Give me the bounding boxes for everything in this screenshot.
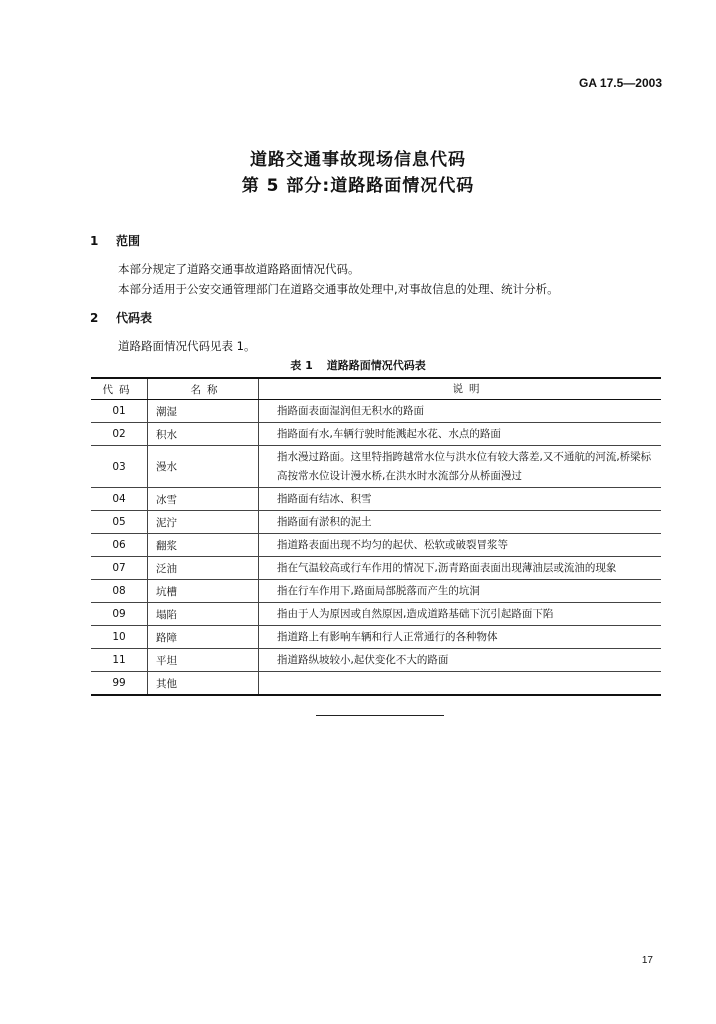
cell-name: 潮湿 — [148, 400, 259, 423]
cell-code: 09 — [91, 603, 148, 626]
table-row — [91, 423, 661, 446]
table-row — [91, 626, 661, 649]
section-1-heading — [90, 232, 140, 249]
cell-code: 08 — [91, 580, 148, 603]
cell-desc: 指道路表面出现不均匀的起伏、松软或破裂冒浆等 — [259, 534, 662, 557]
cell-desc: 指路面表面湿润但无积水的路面 — [259, 400, 662, 423]
table-row — [91, 603, 661, 626]
cell-name: 积水 — [148, 423, 259, 446]
cell-code: 03 — [91, 446, 148, 488]
cell-name: 路障 — [148, 626, 259, 649]
cell-desc: 指路面有淤积的泥土 — [259, 511, 662, 534]
table-caption-title: 道路路面情况代码表 — [326, 359, 426, 372]
document-subtitle: 第 5 部分:道路路面情况代码 — [241, 176, 475, 196]
table-row — [91, 534, 661, 557]
cell-name: 翻浆 — [148, 534, 259, 557]
cell-name: 坑槽 — [148, 580, 259, 603]
cell-name: 平坦 — [148, 649, 259, 672]
table-row — [91, 400, 661, 423]
table-row — [91, 557, 661, 580]
section-1-number: 1 — [90, 234, 99, 248]
cell-name: 塌陷 — [148, 603, 259, 626]
cell-desc: 指由于人为原因或自然原因,造成道路基础下沉引起路面下陷 — [259, 603, 662, 626]
table-header-row — [91, 378, 661, 400]
table-row — [91, 672, 661, 696]
section-2-para-1: 道路路面情况代码见表 1。 — [118, 339, 256, 353]
header-code: 代码 — [91, 378, 148, 400]
cell-name: 泥泞 — [148, 511, 259, 534]
cell-code: 02 — [91, 423, 148, 446]
document-title: 道路交通事故现场信息代码 — [250, 150, 466, 170]
cell-name: 漫水 — [148, 446, 259, 488]
cell-name: 其他 — [148, 672, 259, 696]
cell-code: 07 — [91, 557, 148, 580]
cell-code: 05 — [91, 511, 148, 534]
table-row — [91, 649, 661, 672]
cell-code: 10 — [91, 626, 148, 649]
table-caption — [0, 357, 716, 373]
standard-code: GA 17.5—2003 — [579, 76, 662, 90]
cell-name: 冰雪 — [148, 488, 259, 511]
section-2-title: 代码表 — [116, 311, 153, 325]
cell-code: 11 — [91, 649, 148, 672]
cell-code: 99 — [91, 672, 148, 696]
cell-desc: 指道路纵坡较小,起伏变化不大的路面 — [259, 649, 662, 672]
cell-desc: 指道路上有影响车辆和行人正常通行的各种物体 — [259, 626, 662, 649]
cell-desc: 指路面有水,车辆行驶时能溅起水花、水点的路面 — [259, 423, 662, 446]
table-caption-number: 表 1 — [290, 359, 313, 372]
cell-desc — [259, 672, 662, 696]
table-row — [91, 511, 661, 534]
cell-desc: 指在行车作用下,路面局部脱落而产生的坑洞 — [259, 580, 662, 603]
cell-code: 04 — [91, 488, 148, 511]
cell-desc: 指水漫过路面。这里特指跨越常水位与洪水位有较大落差,又不通航的河流,桥梁标高按常水位设计漫水桥,在洪水时水流部分从桥面漫过 — [259, 446, 662, 488]
section-1-para-2: 本部分适用于公安交通管理部门在道路交通事故处理中,对事故信息的处理、统计分析。 — [118, 282, 559, 296]
table-row — [91, 446, 661, 488]
table-row — [91, 488, 661, 511]
header-desc: 说明 — [259, 378, 662, 400]
section-1-title: 范围 — [116, 234, 141, 248]
cell-name: 泛油 — [148, 557, 259, 580]
section-2-number: 2 — [90, 311, 99, 325]
cell-code: 06 — [91, 534, 148, 557]
table-row — [91, 580, 661, 603]
cell-code: 01 — [91, 400, 148, 423]
section-2-heading — [90, 309, 152, 326]
cell-desc: 指在气温较高或行车作用的情况下,沥青路面表面出现薄油层或流油的现象 — [259, 557, 662, 580]
page-number: 17 — [641, 955, 653, 966]
section-1-para-1: 本部分规定了道路交通事故道路路面情况代码。 — [118, 262, 360, 276]
road-surface-code-table — [91, 377, 661, 696]
header-name: 名称 — [148, 378, 259, 400]
cell-desc: 指路面有结冰、积雪 — [259, 488, 662, 511]
end-divider — [316, 715, 444, 716]
